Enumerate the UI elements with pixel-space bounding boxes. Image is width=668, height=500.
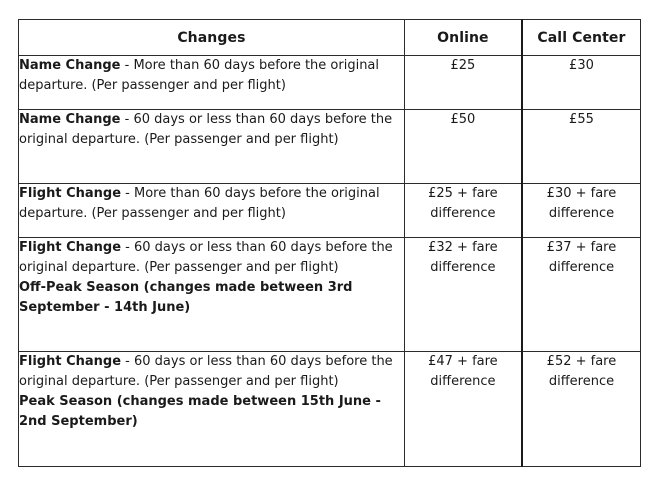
call-center-fee: £55 <box>522 110 641 184</box>
call-center-fee: £37 + fare difference <box>522 238 641 352</box>
table-row <box>19 352 641 467</box>
season-note: Peak Season (changes made between 15th June - 2nd September) <box>19 394 381 429</box>
change-description <box>19 238 405 352</box>
change-details: - 60 days or less than 60 days before the original departure. (Per passenger and per flight) <box>19 112 393 147</box>
header-online: Online <box>404 20 522 56</box>
call-center-fee: £30 + fare difference <box>522 184 641 238</box>
change-description <box>19 110 405 184</box>
change-description <box>19 352 405 467</box>
table-header-row <box>19 20 641 56</box>
online-fee: £50 <box>404 110 522 184</box>
change-description <box>19 56 405 110</box>
change-description <box>19 184 405 238</box>
change-type: Flight Change <box>19 240 122 255</box>
change-type: Name Change <box>19 58 121 73</box>
change-type: Name Change <box>19 112 121 127</box>
online-fee: £25 <box>404 56 522 110</box>
header-changes: Changes <box>19 20 405 56</box>
table-row <box>19 110 641 184</box>
online-fee: £32 + fare difference <box>404 238 522 352</box>
online-fee: £47 + fare difference <box>404 352 522 467</box>
table-row <box>19 56 641 110</box>
change-type: Flight Change <box>19 354 122 369</box>
call-center-fee: £52 + fare difference <box>522 352 641 467</box>
change-type: Flight Change <box>19 186 122 201</box>
change-details: - 60 days or less than 60 days before the original departure. (Per passenger and per flight) <box>19 354 393 389</box>
change-details: - More than 60 days before the original departure. (Per passenger and per flight) <box>19 58 380 93</box>
header-call-center: Call Center <box>522 20 641 56</box>
change-details: - 60 days or less than 60 days before the original departure. (Per passenger and per flight) <box>19 240 393 275</box>
change-fees-table <box>18 19 641 467</box>
season-note: Off-Peak Season (changes made between 3rd September - 14th June) <box>19 280 353 315</box>
call-center-fee: £30 <box>522 56 641 110</box>
change-details: - More than 60 days before the original departure. (Per passenger and per flight) <box>19 186 380 221</box>
table-row <box>19 184 641 238</box>
table-row <box>19 238 641 352</box>
online-fee: £25 + fare difference <box>404 184 522 238</box>
